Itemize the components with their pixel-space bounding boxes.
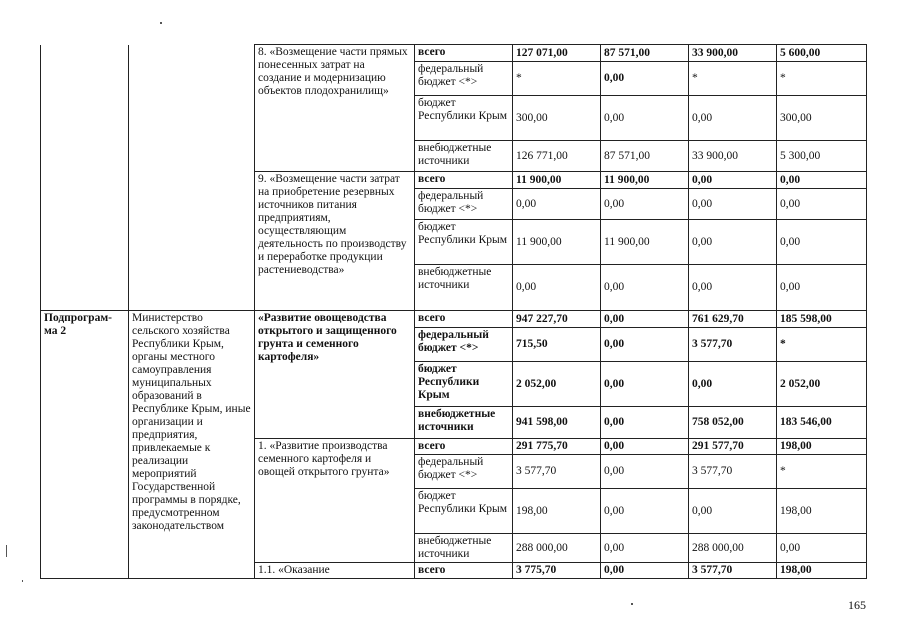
scan-mark xyxy=(6,545,7,557)
value-cell: 3 577,70 xyxy=(689,563,777,579)
value-cell: 0,00 xyxy=(689,362,777,407)
value-cell: 0,00 xyxy=(601,96,689,141)
value-cell: 3 577,70 xyxy=(689,455,777,489)
value-cell: 87 571,00 xyxy=(601,45,689,62)
value-cell: 291 775,70 xyxy=(513,439,601,455)
value-cell: 758 052,00 xyxy=(689,407,777,439)
source-total: всего xyxy=(415,172,513,189)
value-cell: 0,00 xyxy=(689,220,777,265)
value-cell: 198,00 xyxy=(777,489,867,534)
value-cell: 0,00 xyxy=(601,489,689,534)
source-total: всего xyxy=(415,563,513,579)
source-republic: бюджет Республики Крым xyxy=(415,96,513,141)
table-row xyxy=(41,311,867,328)
value-cell: 947 227,70 xyxy=(513,311,601,328)
value-cell: 0,00 xyxy=(601,328,689,362)
source-federal: федеральный бюджет <*> xyxy=(415,189,513,220)
source-federal: федеральный бюджет <*> xyxy=(415,328,513,362)
value-cell: 183 546,00 xyxy=(777,407,867,439)
value-cell: 87 571,00 xyxy=(601,141,689,172)
value-cell: 0,00 xyxy=(601,455,689,489)
value-cell: 3 577,70 xyxy=(689,328,777,362)
value-cell: 300,00 xyxy=(513,96,601,141)
value-cell: 288 000,00 xyxy=(689,534,777,563)
funding-table xyxy=(40,44,867,579)
value-cell: 291 577,70 xyxy=(689,439,777,455)
value-cell: 198,00 xyxy=(513,489,601,534)
value-cell: 0,00 xyxy=(601,311,689,328)
value-cell: 3 577,70 xyxy=(513,455,601,489)
value-cell: 0,00 xyxy=(777,189,867,220)
value-cell: 0,00 xyxy=(601,265,689,311)
value-cell: * xyxy=(777,455,867,489)
value-cell: 300,00 xyxy=(777,96,867,141)
value-cell: 11 900,00 xyxy=(601,172,689,189)
source-republic: бюджет Республики Крым xyxy=(415,362,513,407)
scan-speck xyxy=(631,603,633,605)
value-cell: 0,00 xyxy=(777,220,867,265)
value-cell: 11 900,00 xyxy=(513,172,601,189)
value-cell: 11 900,00 xyxy=(601,220,689,265)
value-cell: 33 900,00 xyxy=(689,141,777,172)
scan-speck xyxy=(160,22,162,24)
value-cell: 0,00 xyxy=(601,407,689,439)
value-cell: 0,00 xyxy=(601,189,689,220)
value-cell: 0,00 xyxy=(777,265,867,311)
value-cell: * xyxy=(777,62,867,96)
value-cell: 126 771,00 xyxy=(513,141,601,172)
measure-9-label: 9. «Возмещение части затрат на приобретение резервных источников питания предприятиям, осуществляющим деятельность по производству и переработке продукции растениеводства» xyxy=(255,172,415,311)
value-cell: * xyxy=(777,328,867,362)
value-cell: 198,00 xyxy=(777,439,867,455)
measure-1-1-label: 1.1. «Оказание xyxy=(255,563,415,579)
value-cell: 0,00 xyxy=(689,489,777,534)
subprogram-2-executors: Министерство сельского хозяйства Республики Крым, органы местного самоуправления муниципальных образований в Республике Крым, иные организации и предприятия, привлекаемые к реализации мероприятий Государственной программы в порядке, предусмотренном законодательством xyxy=(129,311,255,579)
source-extra: внебюджетные источники xyxy=(415,265,513,311)
value-cell: 0,00 xyxy=(689,96,777,141)
measure-1-label: 1. «Развитие производства семенного картофеля и овощей открытого грунта» xyxy=(255,439,415,563)
value-cell: 0,00 xyxy=(689,172,777,189)
value-cell: 185 598,00 xyxy=(777,311,867,328)
value-cell: 5 600,00 xyxy=(777,45,867,62)
value-cell: 3 775,70 xyxy=(513,563,601,579)
source-federal: федеральный бюджет <*> xyxy=(415,62,513,96)
value-cell: 0,00 xyxy=(601,439,689,455)
value-cell: 715,50 xyxy=(513,328,601,362)
measure-8-label: 8. «Возмещение части прямых понесенных затрат на создание и модернизацию объектов плодохранилищ» xyxy=(255,45,415,172)
table-row xyxy=(41,45,867,62)
source-republic: бюджет Республики Крым xyxy=(415,489,513,534)
source-total: всего xyxy=(415,311,513,328)
value-cell: 11 900,00 xyxy=(513,220,601,265)
value-cell: 198,00 xyxy=(777,563,867,579)
value-cell: 0,00 xyxy=(513,189,601,220)
source-extra: внебюджетные источники xyxy=(415,534,513,563)
value-cell: 941 598,00 xyxy=(513,407,601,439)
value-cell: 0,00 xyxy=(689,189,777,220)
value-cell: 2 052,00 xyxy=(777,362,867,407)
value-cell: 0,00 xyxy=(601,563,689,579)
subprogram-2-title: «Развитие овощеводства открытого и защищенного грунта и семенного картофеля» xyxy=(255,311,415,439)
source-extra: внебюджетные источники xyxy=(415,141,513,172)
value-cell: 0,00 xyxy=(601,362,689,407)
value-cell: 5 300,00 xyxy=(777,141,867,172)
subprogram-2-label: Подпрограм-ма 2 xyxy=(41,311,129,579)
value-cell: 0,00 xyxy=(513,265,601,311)
source-federal: федеральный бюджет <*> xyxy=(415,455,513,489)
source-total: всего xyxy=(415,439,513,455)
page-number: 165 xyxy=(848,598,866,612)
source-extra: внебюджетные источники xyxy=(415,407,513,439)
value-cell: 33 900,00 xyxy=(689,45,777,62)
value-cell: 288 000,00 xyxy=(513,534,601,563)
value-cell: 761 629,70 xyxy=(689,311,777,328)
value-cell: * xyxy=(513,62,601,96)
value-cell: 0,00 xyxy=(601,62,689,96)
value-cell: 2 052,00 xyxy=(513,362,601,407)
value-cell: 0,00 xyxy=(601,534,689,563)
source-republic: бюджет Республики Крым xyxy=(415,220,513,265)
value-cell: 0,00 xyxy=(689,265,777,311)
value-cell: 127 071,00 xyxy=(513,45,601,62)
source-total: всего xyxy=(415,45,513,62)
scan-speck xyxy=(22,580,23,582)
value-cell: 0,00 xyxy=(777,534,867,563)
value-cell: 0,00 xyxy=(777,172,867,189)
empty-subprogram-cell xyxy=(41,45,129,311)
value-cell: * xyxy=(689,62,777,96)
empty-executor-cell xyxy=(129,45,255,311)
